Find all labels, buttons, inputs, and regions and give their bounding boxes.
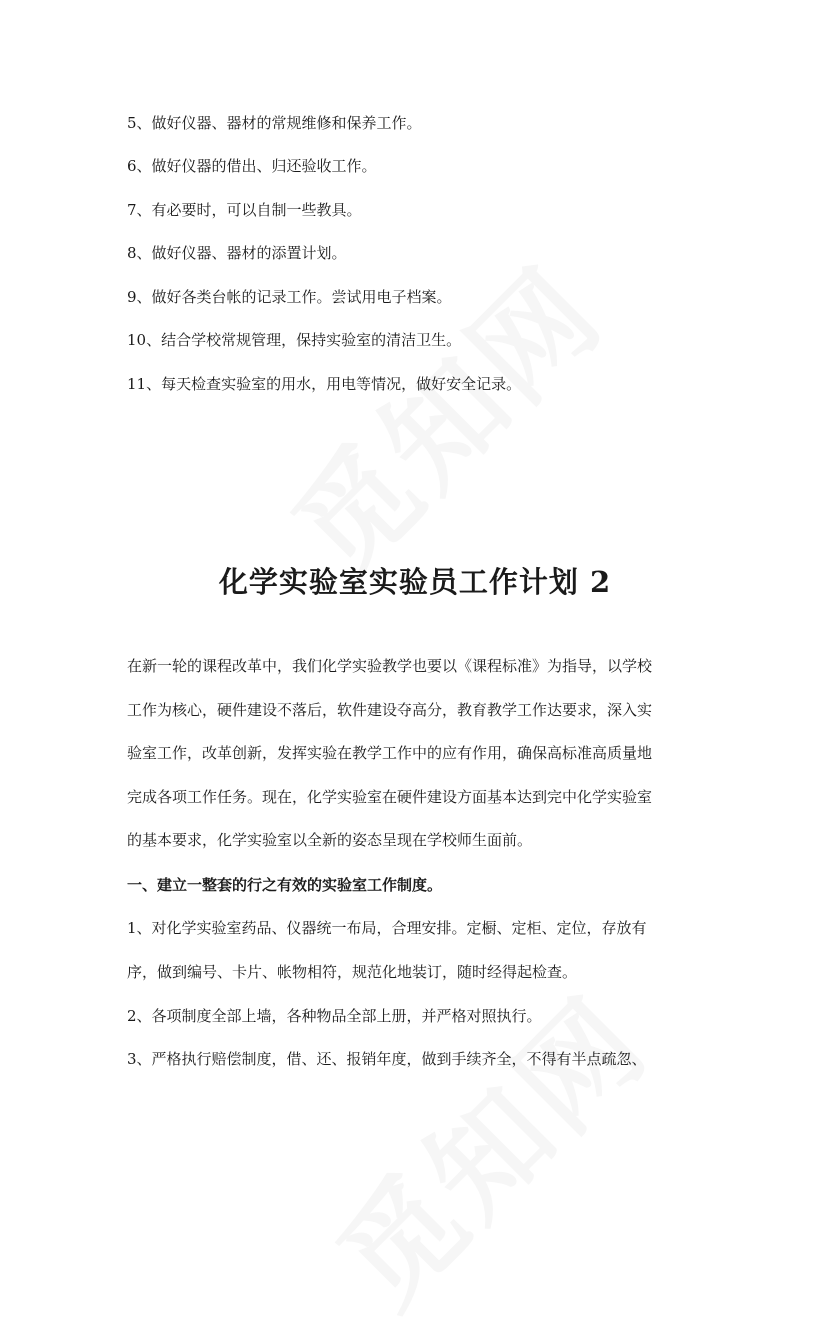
paragraph-line: 1、对化学实验室药品、仪器统一布局，合理安排。定橱、定柜、定位，存放有	[127, 919, 647, 937]
paragraph-line: 的基本要求，化学实验室以全新的姿态呈现在学校师生面前。	[127, 831, 533, 849]
list-item: 11、每天检查实验室的用水，用电等情况，做好安全记录。	[127, 375, 522, 393]
list-item: 7、有必要时，可以自制一些教具。	[127, 201, 362, 219]
paragraph-line: 在新一轮的课程改革中，我们化学实验教学也要以《课程标准》为指导，以学校	[127, 657, 653, 675]
list-item: 9、做好各类台帐的记录工作。尝试用电子档案。	[127, 288, 452, 306]
document-title: 化学实验室实验员工作计划 2	[218, 565, 612, 599]
paragraph-line: 序，做到编号、卡片、帐物相符，规范化地装订，随时经得起检查。	[127, 963, 578, 981]
paragraph-line: 工作为核心，硬件建设不落后，软件建设夺高分，教育教学工作达要求，深入实	[127, 701, 653, 719]
paragraph-line: 验室工作，改革创新，发挥实验在教学工作中的应有作用，确保高标准高质量地	[127, 744, 653, 762]
paragraph-line: 2、各项制度全部上墙，各种物品全部上册，并严格对照执行。	[127, 1007, 542, 1025]
paragraph-line: 完成各项工作任务。现在，化学实验室在硬件建设方面基本达到完中化学实验室	[127, 788, 653, 806]
list-item: 6、做好仪器的借出、归还验收工作。	[127, 157, 377, 175]
paragraph-line: 3、严格执行赔偿制度，借、还、报销年度，做到手续齐全，不得有半点疏忽、	[127, 1050, 647, 1068]
list-item: 10、结合学校常规管理，保持实验室的清洁卫生。	[127, 331, 462, 349]
watermark	[249, 223, 632, 606]
section-heading: 一、建立一整套的行之有效的实验室工作制度。	[127, 876, 443, 894]
list-item: 8、做好仪器、器材的添置计划。	[127, 244, 347, 262]
list-item: 5、做好仪器、器材的常规维修和保养工作。	[127, 114, 422, 132]
